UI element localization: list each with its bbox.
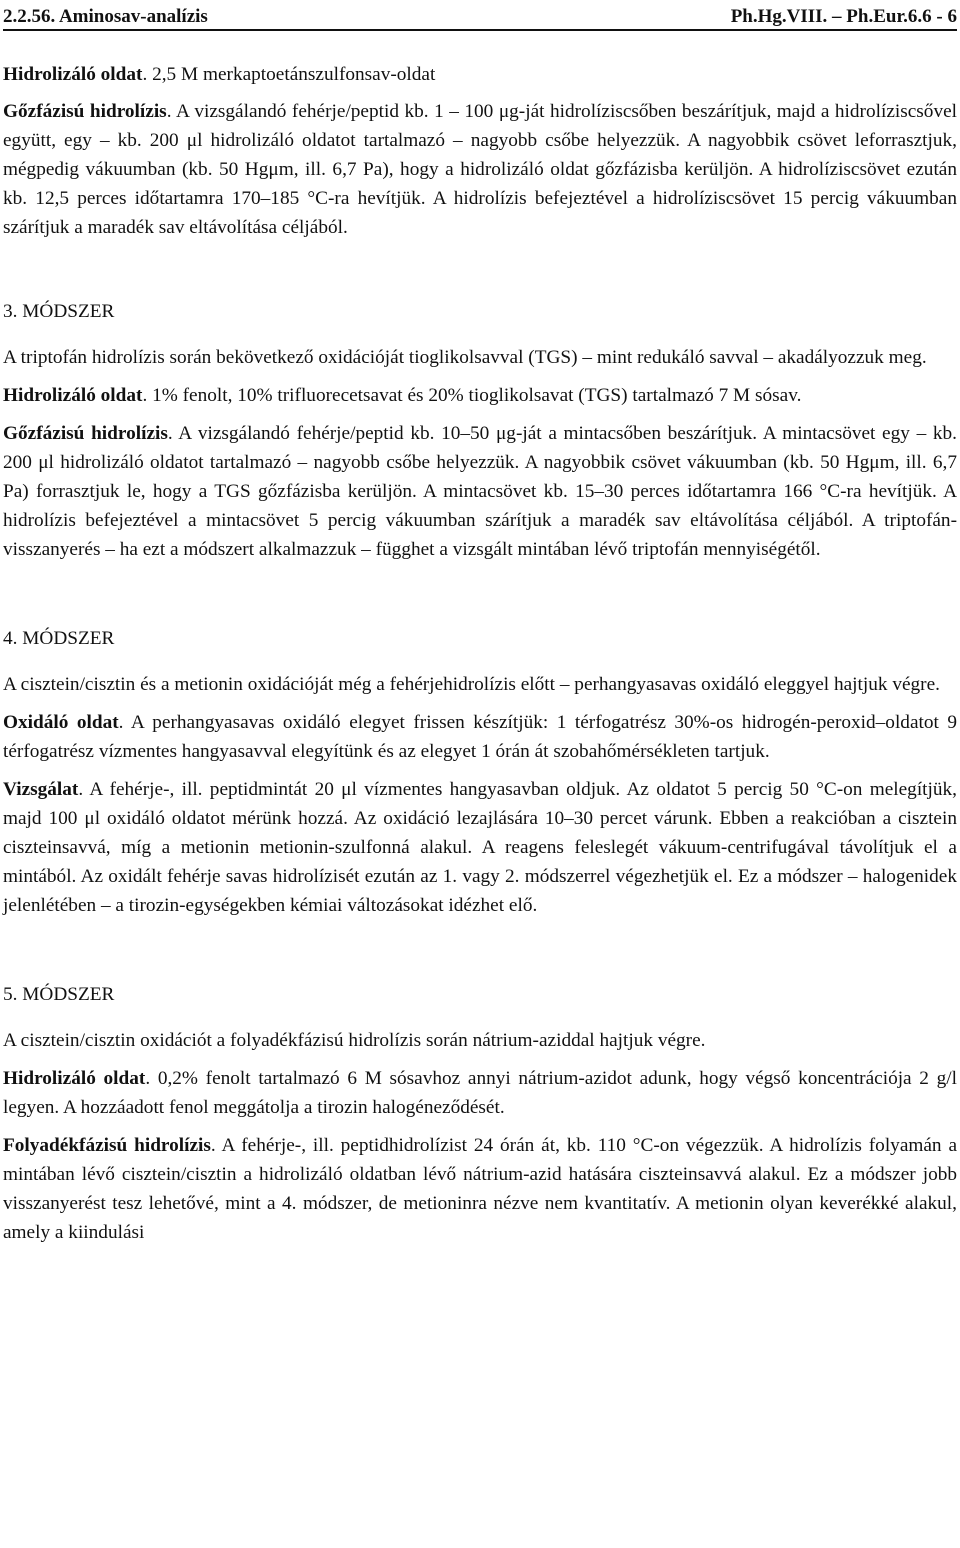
method-3-heading: 3. MÓDSZER [3,301,115,322]
document-page [3,0,957,1247]
term-label: Oxidáló oldat [3,712,119,733]
paragraph-text: . A fehérje-, ill. peptidmintát 20 μl vízmentes hangyasavban oldjuk. Az oldatot 5 percig 50 °C-on melegítjük, majd 100 μl oxidáló oldatot mérünk hozzá. Az oxidáció lezajlására 10–30 percet várunk. Ebben a reakcióban a cisztein ciszteinsavvá, míg a metionin metionin-szulfonná alakul. A reagens feleslegét vákuum-centrifugával távolítjuk el a mintából. Az oxidált fehérje savas hidrolízisét ezután az 1. vagy 2. módszerrel végezhetjük el. Ez a módszer – halogenidek jelenlétében – a tirozin-egységekben kémiai változásokat idézhet elő. [3,779,957,916]
term-label: Hidrolizáló oldat [3,1068,146,1089]
paragraph-text: . 0,2% fenolt tartalmazó 6 M sósavhoz annyi nátrium-azidot adunk, hogy végső koncentrációja 2 g/l legyen. A hozzáadott fenol meggátolja a tirozin halogéneződését. [3,1068,957,1118]
method-5-liquid-phase-paragraph [3,1131,957,1247]
method-4-oxidizing-paragraph [3,708,957,766]
term-label: Gőzfázisú hidrolízis [3,423,168,444]
method-3-solution-paragraph [3,381,957,410]
paragraph-text: . 2,5 M merkaptoetánszulfonsav-oldat [142,64,436,85]
hydrolysis-solution-paragraph [3,60,957,89]
term-label: Hidrolizáló oldat [3,385,143,406]
vapor-phase-paragraph [3,97,957,242]
paragraph-text: . A vizsgálandó fehérje/peptid kb. 1 – 100 μg-ját hidrolíziscsőben beszárítjuk, majd a hidrolíziscsővel együtt, egy – kb. 200 μl hidrolizáló oldatot tartalmazó – nagyobb csőbe helyezzük. A nagyobbik csövet leforrasztjuk, mégpedig vákuumban (kb. 50 Hgμm, ill. 6,7 Pa), hogy a hidrolizáló oldat gőzfázisba kerüljön. A hidrolíziscsövet ezután kb. 12,5 perces időtartamra 170–185 °C-ra hevítjük. A hidrolízis befejeztével a hidrolíziscsövet 15 percig vákuumban szárítjuk a maradék sav eltávolítása céljából. [3,101,957,238]
paragraph-text: . A vizsgálandó fehérje/peptid kb. 10–50 μg-ját a mintacsőben beszárítjuk. A mintacsövet egy – kb. 200 μl hidrolizáló oldatot tartalmazó – nagyobb csőbe helyezzük. A nagyobbik csövet vákuumban (kb. 50 Hgμm, ill. 6,7 Pa) forrasztjuk le, hogy a TGS gőzfázisba kerüljön. A mintacsövet kb. 15–30 perces időtartamra 166 °C-ra hevítjük. A hidrolízis befejeztével a mintacsövet 5 percig vákuumban szárítjuk a maradék sav eltávolítása céljából. A triptofán-visszanyerés – ha ezt a módszert alkalmazzuk – függhet a vizsgált mintában lévő triptofán mennyiségétől. [3,423,957,560]
method-5-heading: 5. MÓDSZER [3,984,115,1005]
method-5-solution-paragraph [3,1064,957,1122]
term-label: Vizsgálat [3,779,79,800]
method-4-test-paragraph [3,775,957,920]
header-section-title: 2.2.56. Aminosav-analízis [3,6,208,27]
method-5-intro: A cisztein/cisztin oxidációt a folyadékfázisú hidrolízis során nátrium-aziddal hajtjuk végre. [3,1030,706,1051]
paragraph-text: . 1% fenolt, 10% trifluorecetsavat és 20% tioglikolsavat (TGS) tartalmazó 7 M sósav. [142,385,802,406]
header-pharmacopoeia-ref: Ph.Hg.VIII. – Ph.Eur.6.6 - 6 [730,6,957,27]
paragraph-text: . A perhangyasavas oxidáló elegyet frissen készítjük: 1 térfogatrész 30%-os hidrogén-peroxid–oldatot 9 térfogatrész vízmentes hangyasavval elegyítünk és az elegyet 1 órán át szobahőmérsékleten tartjuk. [3,712,957,762]
term-label: Folyadékfázisú hidrolízis [3,1135,211,1156]
method-3-intro: A triptofán hidrolízis során bekövetkező oxidációját tioglikolsavval (TGS) – mint redukáló savval – akadályozzuk meg. [3,347,927,368]
method-3-hydrolysis-paragraph [3,419,957,564]
term-label: Hidrolizáló oldat [3,64,143,85]
page-header [3,0,957,31]
paragraph-text: . A fehérje-, ill. peptidhidrolízist 24 órán át, kb. 110 °C-on végezzük. A hidrolízis folyamán a mintában lévő cisztein/cisztin a hidrolizáló oldatban lévő nátrium-azid hatására ciszteinsavvá alakul. Ez a módszer jobb visszanyerést tesz lehetővé, mint a 4. módszer, de metioninra nézve nem kvantitatív. A metionin olyan keverékké alakul, amely a kiindulási [3,1135,957,1243]
method-4-intro: A cisztein/cisztin és a metionin oxidációját még a fehérjehidrolízis előtt – perhangyasavas oxidáló eleggyel hajtjuk végre. [3,674,940,695]
method-4-heading: 4. MÓDSZER [3,628,115,649]
term-label: Gőzfázisú hidrolízis [3,101,167,122]
